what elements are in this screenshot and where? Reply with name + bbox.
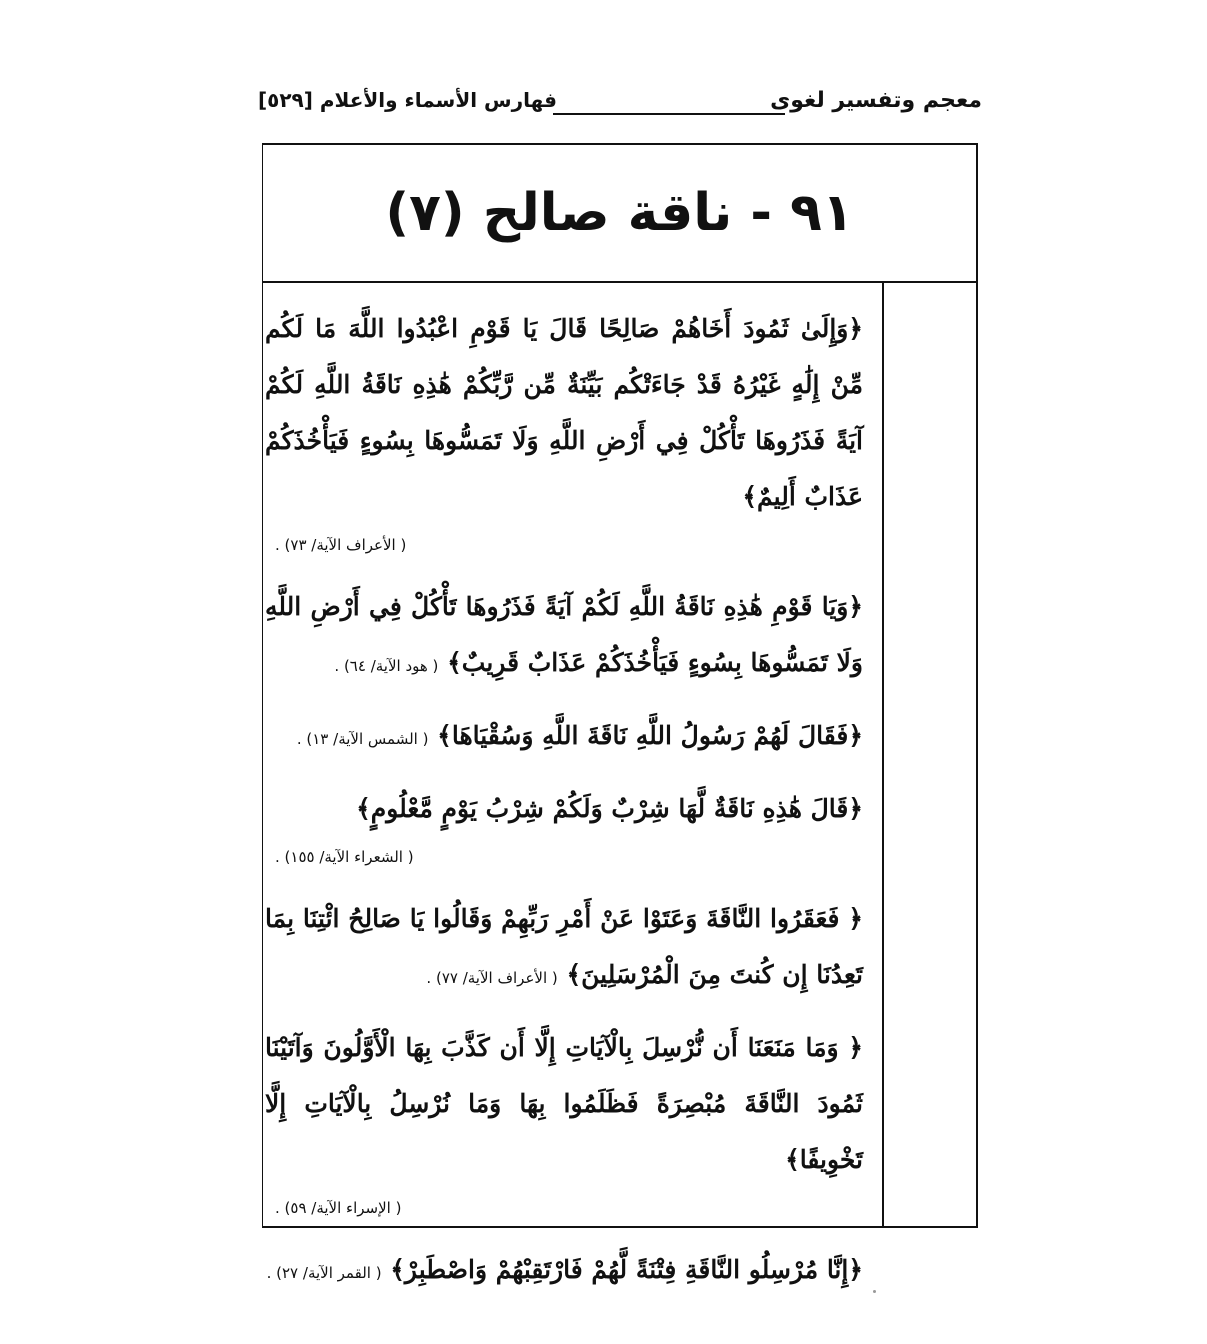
verse-reference: ( الشمس الآية/ ١٣) . bbox=[296, 730, 429, 748]
verse-reference: ( الأعراف الآية/ ٧٧) . bbox=[426, 969, 558, 987]
verse-line bbox=[265, 891, 863, 1006]
passage-4 bbox=[265, 781, 863, 877]
verse-reference: ( القمر الآية/ ٢٧) . bbox=[266, 1264, 382, 1282]
passage-7 bbox=[265, 1242, 863, 1301]
passage-6 bbox=[265, 1020, 863, 1228]
verse-text: ﴿وَيَا قَوْمِ هَٰذِهِ نَاقَةُ اللَّهِ لَكُمْ آيَةً فَذَرُوهَا تَأْكُلْ فِي أَرْضِ اللَّهِ وَلَا تَمَسُّوهَا بِسُوءٍ فَيَأْخُذَكُمْ عَذَابٌ قَرِيبٌ﴾ bbox=[265, 592, 863, 677]
passage-5 bbox=[265, 891, 863, 1006]
verse-reference: ( الإسراء الآية/ ٥٩) . bbox=[275, 1199, 402, 1217]
running-header bbox=[258, 88, 982, 122]
verse-line bbox=[265, 708, 863, 767]
verse-line bbox=[265, 579, 863, 694]
scan-speck bbox=[873, 1290, 876, 1293]
entry-frame bbox=[262, 143, 978, 1284]
header-rule bbox=[553, 113, 785, 115]
title-box bbox=[263, 145, 976, 283]
passages bbox=[265, 301, 863, 1315]
verse-text: ﴿ وَمَا مَنَعَنَا أَن نُّرْسِلَ بِالْآيَاتِ إِلَّا أَن كَذَّبَ بِهَا الْأَوَّلُونَ وَآتَيْنَا ثَمُودَ النَّاقَةَ مُبْصِرَةً فَظَلَمُوا بِهَا وَمَا نُرْسِلُ بِالْآيَاتِ إِلَّا تَخْوِيفًا﴾ bbox=[265, 1033, 863, 1174]
verse-text: ﴿قَالَ هَٰذِهِ نَاقَةٌ لَّهَا شِرْبٌ وَلَكُمْ شِرْبُ يَوْمٍ مَّعْلُومٍ﴾ bbox=[356, 794, 863, 823]
verse-text: ﴿وَإِلَىٰ ثَمُودَ أَخَاهُمْ صَالِحًا قَالَ يَا قَوْمِ اعْبُدُوا اللَّهَ مَا لَكُم مِّنْ إِلَٰهٍ غَيْرُهُ قَدْ جَاءَتْكُم بَيِّنَةٌ مِّن رَّبِّكُمْ هَٰذِهِ نَاقَةُ اللَّهِ لَكُمْ آيَةً فَذَرُوهَا تَأْكُلْ فِي أَرْضِ اللَّهِ وَلَا تَمَسُّوهَا بِسُوءٍ فَيَأْخُذَكُمْ عَذَابٌ أَلِيمٌ﴾ bbox=[265, 314, 863, 511]
section-title-with-page-number: فهارس الأسماء والأعلام [٥٢٩] bbox=[258, 88, 557, 112]
verse-reference: ( هود الآية/ ٦٤) . bbox=[334, 657, 439, 675]
verse-reference: ( الشعراء الآية/ ١٥٥) . bbox=[275, 848, 414, 866]
book-title: معجم وتفسير لغوى bbox=[770, 88, 982, 113]
passage-2 bbox=[265, 579, 863, 694]
verse-line bbox=[265, 1242, 863, 1301]
verse-text: ﴿إِنَّا مُرْسِلُو النَّاقَةِ فِتْنَةً لَّهُمْ فَارْتَقِبْهُمْ وَاصْطَبِرْ﴾ bbox=[390, 1255, 863, 1284]
passage-1 bbox=[265, 301, 863, 565]
margin-column-rule bbox=[882, 281, 884, 1226]
entry-title: ٩١ - ناقة صالح (٧) bbox=[385, 183, 854, 243]
verse-reference: ( الأعراف الآية/ ٧٣) . bbox=[275, 536, 407, 554]
verse-text: ﴿فَقَالَ لَهُمْ رَسُولُ اللَّهِ نَاقَةَ اللَّهِ وَسُقْيَاهَا﴾ bbox=[437, 721, 863, 750]
passage-3 bbox=[265, 708, 863, 767]
verse-text: ﴿ فَعَقَرُوا النَّاقَةَ وَعَتَوْا عَنْ أَمْرِ رَبِّهِمْ وَقَالُوا يَا صَالِحُ ائْتِنَا بِمَا تَعِدُنَا إِن كُنتَ مِنَ الْمُرْسَلِينَ﴾ bbox=[265, 904, 863, 989]
